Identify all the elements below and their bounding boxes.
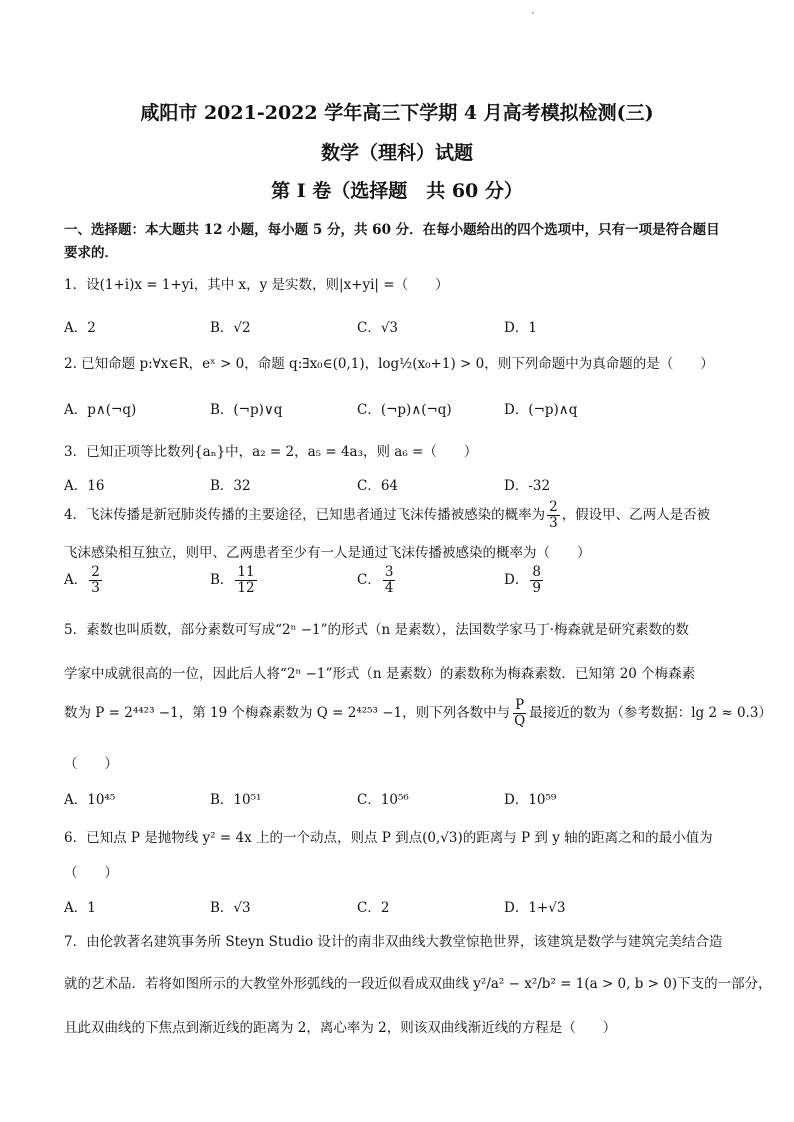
option-c[interactable]: C．2	[357, 900, 390, 916]
exam-title: 咸阳市 2021-2022 学年高三下学期 4 月高考模拟检测(三)	[140, 102, 654, 124]
question-6-text-line-1: 6．已知点 P 是抛物线 y² = 4x 上的一个动点，则点 P 到点(0,√3)的距离与 P 到 y 轴的距离之和的最小值为	[64, 830, 713, 846]
option-d[interactable]: D．1+√3	[504, 900, 566, 916]
exam-subtitle: 数学（理科）试题	[320, 142, 473, 164]
ratio-fraction	[512, 698, 527, 729]
question-6-options	[64, 896, 744, 920]
option-b[interactable]: B． $\frac{11}{12}$	[210, 564, 255, 596]
option-a[interactable]: A．10⁴⁵	[64, 792, 116, 808]
option-a[interactable]: A．1	[64, 900, 96, 916]
option-c[interactable]: C．√3	[357, 320, 399, 336]
question-6-answer-parens: （ ）	[64, 865, 118, 881]
question-2-options	[64, 398, 744, 422]
question-4-options	[64, 565, 744, 605]
question-5-text-line-3	[64, 698, 772, 729]
fraction-numerator: P	[515, 697, 525, 713]
section-title: 第 I 卷（选择题 共 60 分）	[271, 180, 523, 202]
option-b[interactable]: B．(¬p)∨q	[210, 402, 283, 418]
option-a[interactable]: A．16	[64, 478, 105, 494]
fraction-denominator: 3	[549, 514, 558, 531]
option-c[interactable]: C．64	[357, 478, 399, 494]
option-c[interactable]: C．(¬p)∧(¬q)	[357, 402, 452, 418]
question-4-text	[64, 500, 710, 531]
option-d[interactable]: D．(¬p)∧q	[504, 402, 578, 418]
option-d[interactable]: D．10⁵⁹	[504, 792, 557, 808]
question-5-text-line-2: 学家中成就很高的一位，因此后人将“2ⁿ −1”形式（n 是素数）的素数称为梅森素数．已知第 20 个梅森素	[64, 666, 696, 682]
question-5-text-line-1: 5．素数也叫质数，部分素数可写成“2ⁿ −1”的形式（n 是素数），法国数学家马丁·梅森就是研究素数的数	[64, 622, 690, 638]
option-a[interactable]: A． $\frac{2}{3}$	[64, 564, 100, 596]
option-b[interactable]: B．10⁵¹	[210, 792, 262, 808]
question-7-text-line-3: 且此双曲线的下焦点到渐近线的距离为 2，离心率为 2，则该双曲线渐近线的方程是（ ）	[64, 1020, 617, 1036]
option-d[interactable]: D．-32	[504, 478, 551, 494]
option-d[interactable]: D． $\frac{8}{9}$	[504, 564, 541, 596]
option-d[interactable]: D．1	[504, 320, 537, 336]
question-5-answer-parens: （ ）	[64, 756, 118, 772]
option-b[interactable]: B．√3	[210, 900, 251, 916]
fraction-denominator: Q	[514, 712, 526, 729]
question-4-part-1: 4．飞沫传播是新冠肺炎传播的主要途径，已知患者通过飞沫传播被感染的概率为	[64, 506, 546, 523]
question-7-text-line-2: 就的艺术品．若将如图所示的大教堂外形弧线的一段近似看成双曲线 y²/a² − x²/b² = 1(a > 0, b > 0)下支的一部分，	[64, 976, 772, 992]
instructions-line-1: 一、选择题：本大题共 12 小题，每小题 5 分，共 60 分．在每小题给出的四个选项中，只有一项是符合题目	[64, 222, 720, 238]
question-5-part-2: 最接近的数为（参考数据：lg 2 ≈ 0.3）	[529, 704, 772, 721]
option-b[interactable]: B．32	[210, 478, 251, 494]
question-4-part-2: ，假设甲、乙两人是否被	[561, 506, 711, 523]
option-a[interactable]: A．2	[64, 320, 96, 336]
question-1-text: 1．设(1+i)x = 1+yi，其中 x，y 是实数，则|x+yi| =（ ）	[64, 277, 449, 293]
question-5-part-1: 数为 P = 2⁴⁴²³ −1，第 19 个梅森素数为 Q = 2⁴²⁵³ −1，则下列各数中与	[64, 704, 511, 721]
scan-speck	[532, 12, 534, 14]
question-3-options	[64, 474, 744, 498]
question-7-text-line-1: 7．由伦敦著名建筑事务所 Steyn Studio 设计的南非双曲线大教堂惊艳世界，该建筑是数学与建筑完美结合造	[64, 934, 723, 950]
question-1-options	[64, 316, 744, 340]
probability-fraction	[547, 500, 560, 531]
instructions-line-2: 要求的．	[64, 245, 118, 261]
option-b[interactable]: B．√2	[210, 320, 251, 336]
question-3-text: 3．已知正项等比数列{aₙ}中，a₂ = 2，a₅ = 4a₃，则 a₆ =（ ）	[64, 444, 478, 460]
option-c[interactable]: C． $\frac{3}{4}$	[357, 564, 394, 596]
option-a[interactable]: A．p∧(¬q)	[64, 402, 137, 418]
question-5-options	[64, 788, 744, 812]
question-4-text-line-2: 飞沫感染相互独立，则甲、乙两患者至少有一人是通过飞沫传播被感染的概率为（ ）	[64, 545, 591, 561]
fraction-numerator: 2	[549, 499, 558, 515]
question-2-text: 2. 已知命题 p:∀x∈R，eˣ > 0，命题 q:∃x₀∈(0,1)，log½(x₀+1) > 0，则下列命题中为真命题的是（ ）	[64, 356, 714, 372]
option-c[interactable]: C．10⁵⁶	[357, 792, 409, 808]
